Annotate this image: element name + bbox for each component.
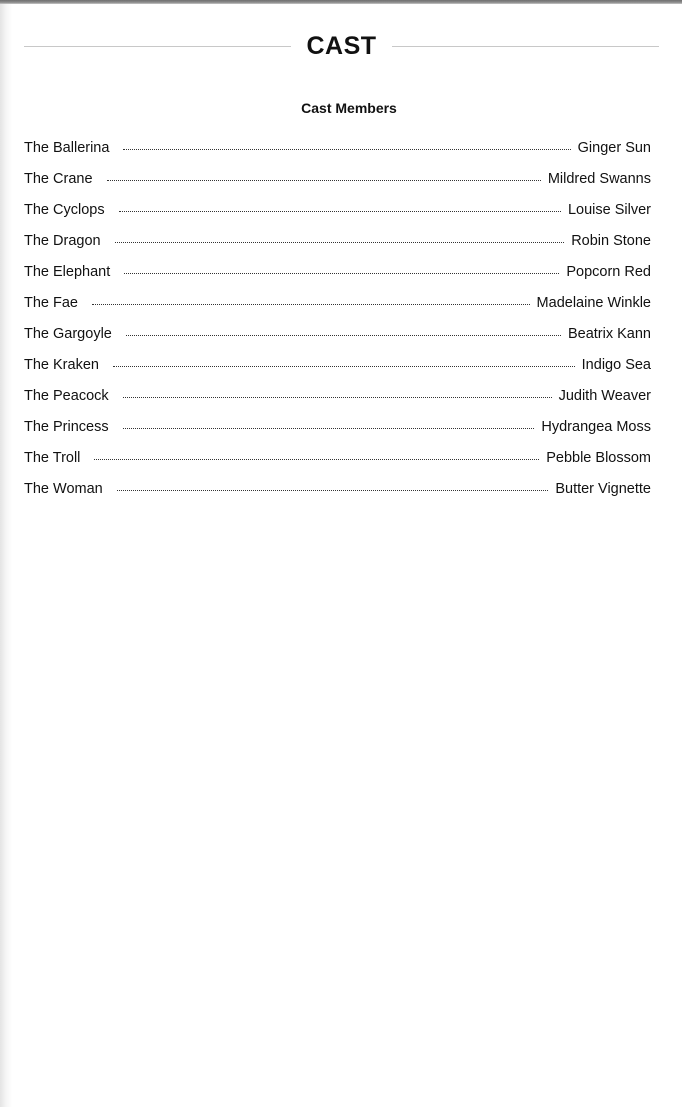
actor-name: Indigo Sea bbox=[581, 356, 651, 373]
dot-leader bbox=[117, 490, 549, 491]
cast-row bbox=[24, 473, 651, 504]
title-rule-left bbox=[24, 46, 291, 47]
dot-leader bbox=[124, 273, 559, 274]
role-name: The Cyclops bbox=[24, 201, 105, 218]
dot-leader bbox=[123, 397, 552, 398]
actor-name: Popcorn Red bbox=[566, 263, 651, 280]
cast-list bbox=[24, 132, 651, 504]
title-rule-right bbox=[392, 46, 659, 47]
role-name: The Peacock bbox=[24, 387, 109, 404]
actor-name: Hydrangea Moss bbox=[541, 418, 651, 435]
dot-leader bbox=[123, 428, 535, 429]
role-name: The Troll bbox=[24, 449, 81, 466]
dot-leader bbox=[115, 242, 565, 243]
dot-leader bbox=[113, 366, 575, 367]
dot-leader bbox=[123, 149, 570, 150]
dot-leader bbox=[94, 459, 539, 460]
dot-leader bbox=[107, 180, 541, 181]
cast-row bbox=[24, 132, 651, 163]
title-row bbox=[24, 30, 659, 62]
page-left-shadow bbox=[0, 4, 12, 1107]
cast-row bbox=[24, 411, 651, 442]
actor-name: Butter Vignette bbox=[555, 480, 651, 497]
cast-row bbox=[24, 256, 651, 287]
cast-row bbox=[24, 163, 651, 194]
role-name: The Gargoyle bbox=[24, 325, 112, 342]
dot-leader bbox=[92, 304, 530, 305]
role-name: The Kraken bbox=[24, 356, 99, 373]
actor-name: Judith Weaver bbox=[558, 387, 651, 404]
cast-row bbox=[24, 225, 651, 256]
cast-row bbox=[24, 442, 651, 473]
role-name: The Princess bbox=[24, 418, 109, 435]
role-name: The Crane bbox=[24, 170, 93, 187]
actor-name: Robin Stone bbox=[571, 232, 651, 249]
cast-row bbox=[24, 349, 651, 380]
actor-name: Mildred Swanns bbox=[547, 170, 651, 187]
page-top-border bbox=[0, 0, 682, 4]
role-name: The Elephant bbox=[24, 263, 111, 280]
dot-leader bbox=[119, 211, 561, 212]
actor-name: Madelaine Winkle bbox=[536, 294, 651, 311]
actor-name: Ginger Sun bbox=[577, 139, 651, 156]
cast-row bbox=[24, 380, 651, 411]
actor-name: Pebble Blossom bbox=[546, 449, 651, 466]
cast-row bbox=[24, 194, 651, 225]
role-name: The Ballerina bbox=[24, 139, 110, 156]
page-title: CAST bbox=[306, 31, 377, 60]
cast-row bbox=[24, 318, 651, 349]
dot-leader bbox=[126, 335, 561, 336]
role-name: The Woman bbox=[24, 480, 103, 497]
section-heading: Cast Members bbox=[301, 100, 397, 116]
role-name: The Dragon bbox=[24, 232, 101, 249]
actor-name: Louise Silver bbox=[567, 201, 651, 218]
actor-name: Beatrix Kann bbox=[567, 325, 651, 342]
role-name: The Fae bbox=[24, 294, 78, 311]
cast-row bbox=[24, 287, 651, 318]
